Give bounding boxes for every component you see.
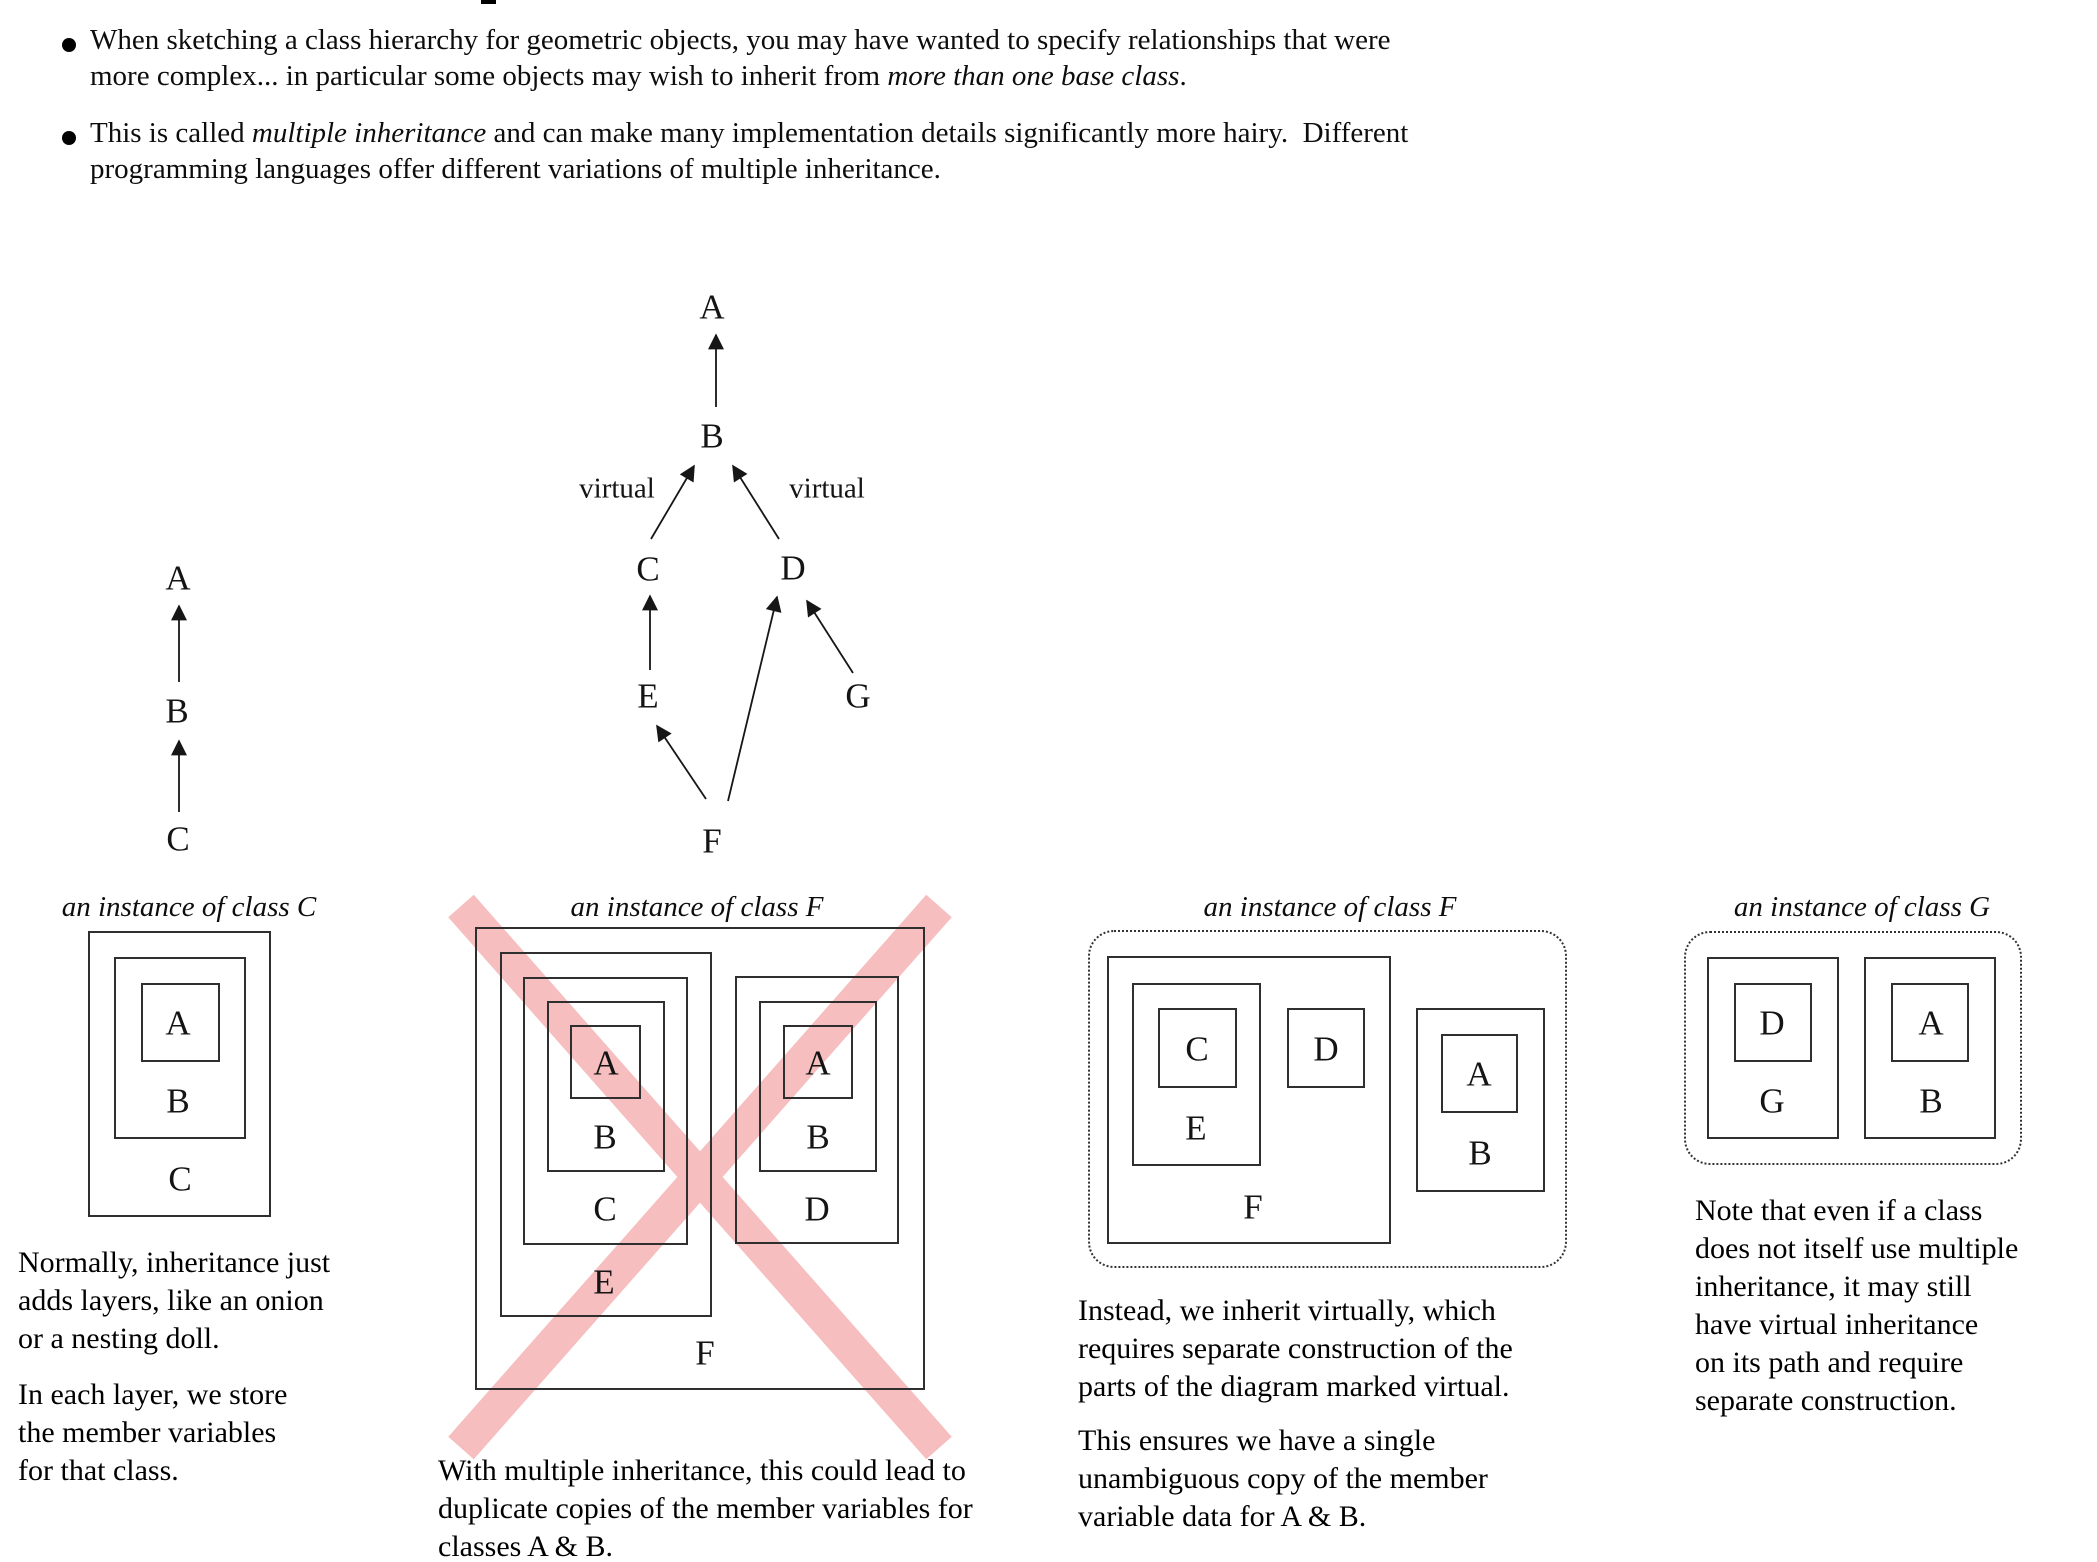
f-dup-label-a-right: A [805, 1043, 831, 1083]
g-label-a: A [1918, 1003, 1944, 1043]
note-line: This ensures we have a single [1078, 1424, 1436, 1457]
instance-g-caption: an instance of class G [1733, 891, 1991, 923]
instance-c-label-c: C [168, 1159, 192, 1199]
bullet-dot-2 [62, 131, 76, 145]
note-under-c-p1 [18, 1244, 330, 1358]
note-line: Note that even if a class [1695, 1194, 1983, 1227]
f-virtual-label-f: F [1243, 1187, 1263, 1227]
note-line: requires separate construction of the [1078, 1332, 1513, 1365]
instance-c-label-a: A [165, 1003, 191, 1043]
arrow-c-to-b-virtual [651, 466, 694, 539]
virtual-node-g: G [845, 676, 871, 716]
note-line: inheritance, it may still [1695, 1270, 1972, 1303]
g-label-g: G [1759, 1081, 1785, 1121]
note-line: unambiguous copy of the member [1078, 1462, 1488, 1495]
instance-f-virtual-caption: an instance of class F [1203, 891, 1457, 923]
f-dup-label-c: C [593, 1189, 617, 1229]
chain-node-c: C [166, 819, 190, 859]
note-line: does not itself use multiple [1695, 1232, 2019, 1265]
instance-f-dup-caption: an instance of class F [570, 891, 824, 923]
f-virtual-label-b: B [1468, 1133, 1492, 1173]
note-line: Normally, inheritance just [18, 1246, 331, 1279]
note-line: duplicate copies of the member variables for [438, 1492, 973, 1525]
bullet-1-line-2: more complex... in particular some objects may wish to inherit from more than one base class. [90, 60, 1187, 92]
arrow-f-to-e [657, 726, 706, 799]
note-line: Instead, we inherit virtually, which [1078, 1294, 1496, 1327]
bullet-2-line-1: This is called multiple inheritance and can make many implementation details significantly more hairy. Different [90, 117, 1409, 149]
f-dup-label-e: E [593, 1262, 615, 1302]
arrow-d-to-b-virtual [733, 466, 779, 539]
virtual-node-b: B [700, 416, 724, 456]
chain-node-a: A [165, 558, 191, 598]
note-line: have virtual inheritance [1695, 1308, 1979, 1341]
virtual-node-f: F [702, 821, 722, 861]
f-virtual-label-c: C [1185, 1029, 1209, 1069]
chain-node-b: B [165, 691, 189, 731]
f-dup-label-f: F [695, 1333, 715, 1373]
bullet-1-line-1: When sketching a class hierarchy for geometric objects, you may have wanted to specify relationships that were [90, 24, 1391, 56]
note-under-f-dup [438, 1452, 973, 1562]
instance-c-caption: an instance of class C [61, 891, 317, 923]
g-label-d: D [1759, 1003, 1785, 1043]
virtual-edge-label-right: virtual [789, 472, 865, 505]
note-line: With multiple inheritance, this could lead to [438, 1454, 966, 1487]
note-under-c-p2 [18, 1376, 288, 1490]
f-dup-label-d: D [804, 1189, 830, 1229]
arrow-g-to-d [807, 601, 853, 673]
note-line: the member variables [18, 1416, 277, 1449]
note-line: on its path and require [1695, 1346, 1964, 1379]
f-dup-label-b-right: B [806, 1117, 830, 1157]
f-virtual-label-a: A [1466, 1054, 1492, 1094]
note-line: parts of the diagram marked virtual. [1078, 1370, 1510, 1403]
bullet-2-line-2: programming languages offer different variations of multiple inheritance. [90, 153, 941, 185]
virtual-node-e: E [637, 676, 659, 716]
arrow-f-to-d [728, 597, 777, 801]
virtual-node-d: D [780, 548, 806, 588]
g-label-b: B [1919, 1081, 1943, 1121]
bullet-item-1 [90, 22, 1391, 94]
note-under-f-virtual-p2 [1078, 1422, 1488, 1536]
note-line: variable data for A & B. [1078, 1500, 1367, 1533]
f-dup-label-b-left: B [593, 1117, 617, 1157]
f-virtual-label-e: E [1185, 1108, 1207, 1148]
virtual-node-c: C [636, 549, 660, 589]
note-line: separate construction. [1695, 1384, 1957, 1417]
f-dup-label-a-left: A [593, 1043, 619, 1083]
bullet-item-2 [90, 115, 1408, 187]
virtual-node-a: A [699, 287, 725, 327]
virtual-edge-label-left: virtual [579, 472, 655, 505]
note-under-g [1695, 1192, 2018, 1420]
note-line: In each layer, we store [18, 1378, 288, 1411]
note-under-f-virtual-p1 [1078, 1292, 1513, 1406]
note-line: classes A & B. [438, 1530, 614, 1562]
instance-c-label-b: B [166, 1081, 190, 1121]
note-line: for that class. [18, 1454, 179, 1487]
f-virtual-label-d: D [1313, 1029, 1339, 1069]
note-line: or a nesting doll. [18, 1322, 220, 1355]
note-line: adds layers, like an onion [18, 1284, 324, 1317]
bullet-dot-1 [62, 38, 76, 52]
